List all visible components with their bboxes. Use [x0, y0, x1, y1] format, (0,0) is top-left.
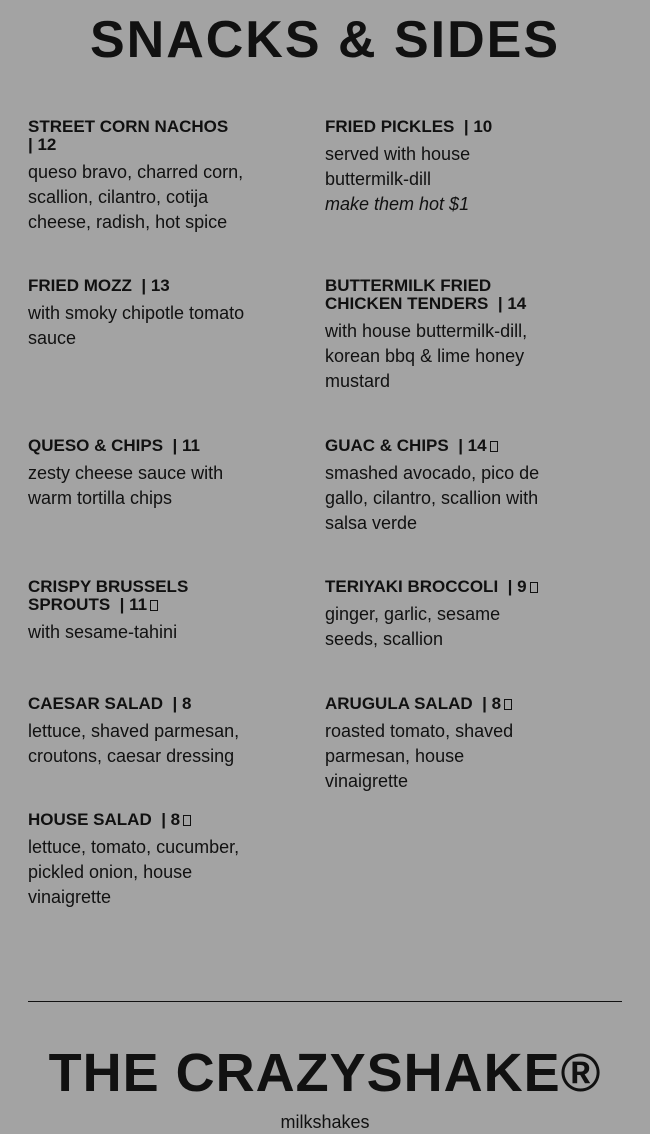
menu-item-chicken-tenders	[325, 277, 550, 394]
item-description: smashed avocado, pico de gallo, cilantro, scallion with salsa verde	[325, 463, 540, 533]
item-price: | 10	[463, 117, 493, 136]
item-note: make them hot $1	[325, 194, 470, 214]
item-description: queso bravo, charred corn, scallion, cilantro, cotija cheese, radish, hot spice	[28, 162, 244, 232]
section-divider	[28, 1001, 622, 1002]
item-name: FRIED PICKLES | 10	[325, 117, 493, 136]
item-price: | 13	[141, 276, 170, 295]
item-description: with smoky chipotle tomato sauce	[28, 303, 245, 348]
menu-item-fried-pickles	[325, 118, 550, 217]
item-name: CAESAR SALAD | 8	[28, 694, 192, 713]
item-price: | 9	[507, 577, 527, 596]
item-description: with sesame-tahini	[28, 622, 178, 642]
item-name: CRISPY BRUSSELS SPROUTS | 11	[28, 577, 189, 614]
item-description: with house buttermilk-dill, korean bbq & lime honey mustard	[325, 321, 528, 391]
vegetarian-icon	[490, 441, 498, 452]
item-price: | 8	[161, 810, 181, 829]
item-name: BUTTERMILK FRIED CHICKEN TENDERS | 14	[325, 276, 527, 313]
item-description: ginger, garlic, sesame seeds, scallion	[325, 604, 501, 649]
vegetarian-icon	[183, 815, 191, 826]
item-price: | 14	[458, 436, 487, 455]
item-name: GUAC & CHIPS | 14	[325, 437, 550, 455]
item-name: ARUGULA SALAD | 8	[325, 695, 550, 713]
item-name: TERIYAKI BROCCOLI | 9	[325, 578, 550, 596]
item-description: lettuce, tomato, cucumber, pickled onion, house vinaigrette	[28, 837, 240, 907]
item-name: HOUSE SALAD | 8	[28, 811, 253, 829]
item-price: | 14	[497, 294, 527, 313]
menu-item-brussels-sprouts	[28, 578, 253, 645]
menu-item-teriyaki-broccoli	[325, 578, 550, 652]
item-name: FRIED MOZZ | 13	[28, 276, 170, 295]
item-price: | 8	[172, 694, 192, 713]
menu-item-caesar-salad	[28, 695, 253, 769]
item-name: STREET CORN NACHOS | 12	[28, 117, 229, 154]
item-description: served with house buttermilk-dill	[325, 144, 471, 189]
vegetarian-icon	[530, 582, 538, 593]
next-section-subtitle: milkshakes	[280, 1112, 370, 1132]
menu-item-fried-mozz	[28, 277, 253, 351]
next-section-title: THE CRAZYSHAKE®	[48, 1043, 602, 1103]
section-title: SNACKS & SIDES	[89, 11, 561, 69]
item-description: roasted tomato, shaved parmesan, house vinaigrette	[325, 721, 514, 791]
item-description: lettuce, shaved parmesan, croutons, caesar dressing	[28, 721, 240, 766]
menu-item-queso-chips	[28, 437, 253, 511]
menu-item-guac-chips	[325, 437, 550, 536]
menu-item-arugula-salad	[325, 695, 550, 794]
vegetarian-icon	[150, 600, 158, 611]
item-price: | 12	[28, 135, 57, 154]
item-price: | 8	[482, 694, 502, 713]
menu-item-house-salad	[28, 811, 253, 910]
item-price: | 11	[172, 436, 200, 455]
item-description: zesty cheese sauce with warm tortilla chips	[28, 463, 224, 508]
item-name: QUESO & CHIPS | 11	[28, 436, 200, 455]
vegetarian-icon	[504, 699, 512, 710]
item-price: | 11	[119, 595, 148, 614]
menu-item-street-corn-nachos	[28, 118, 253, 235]
